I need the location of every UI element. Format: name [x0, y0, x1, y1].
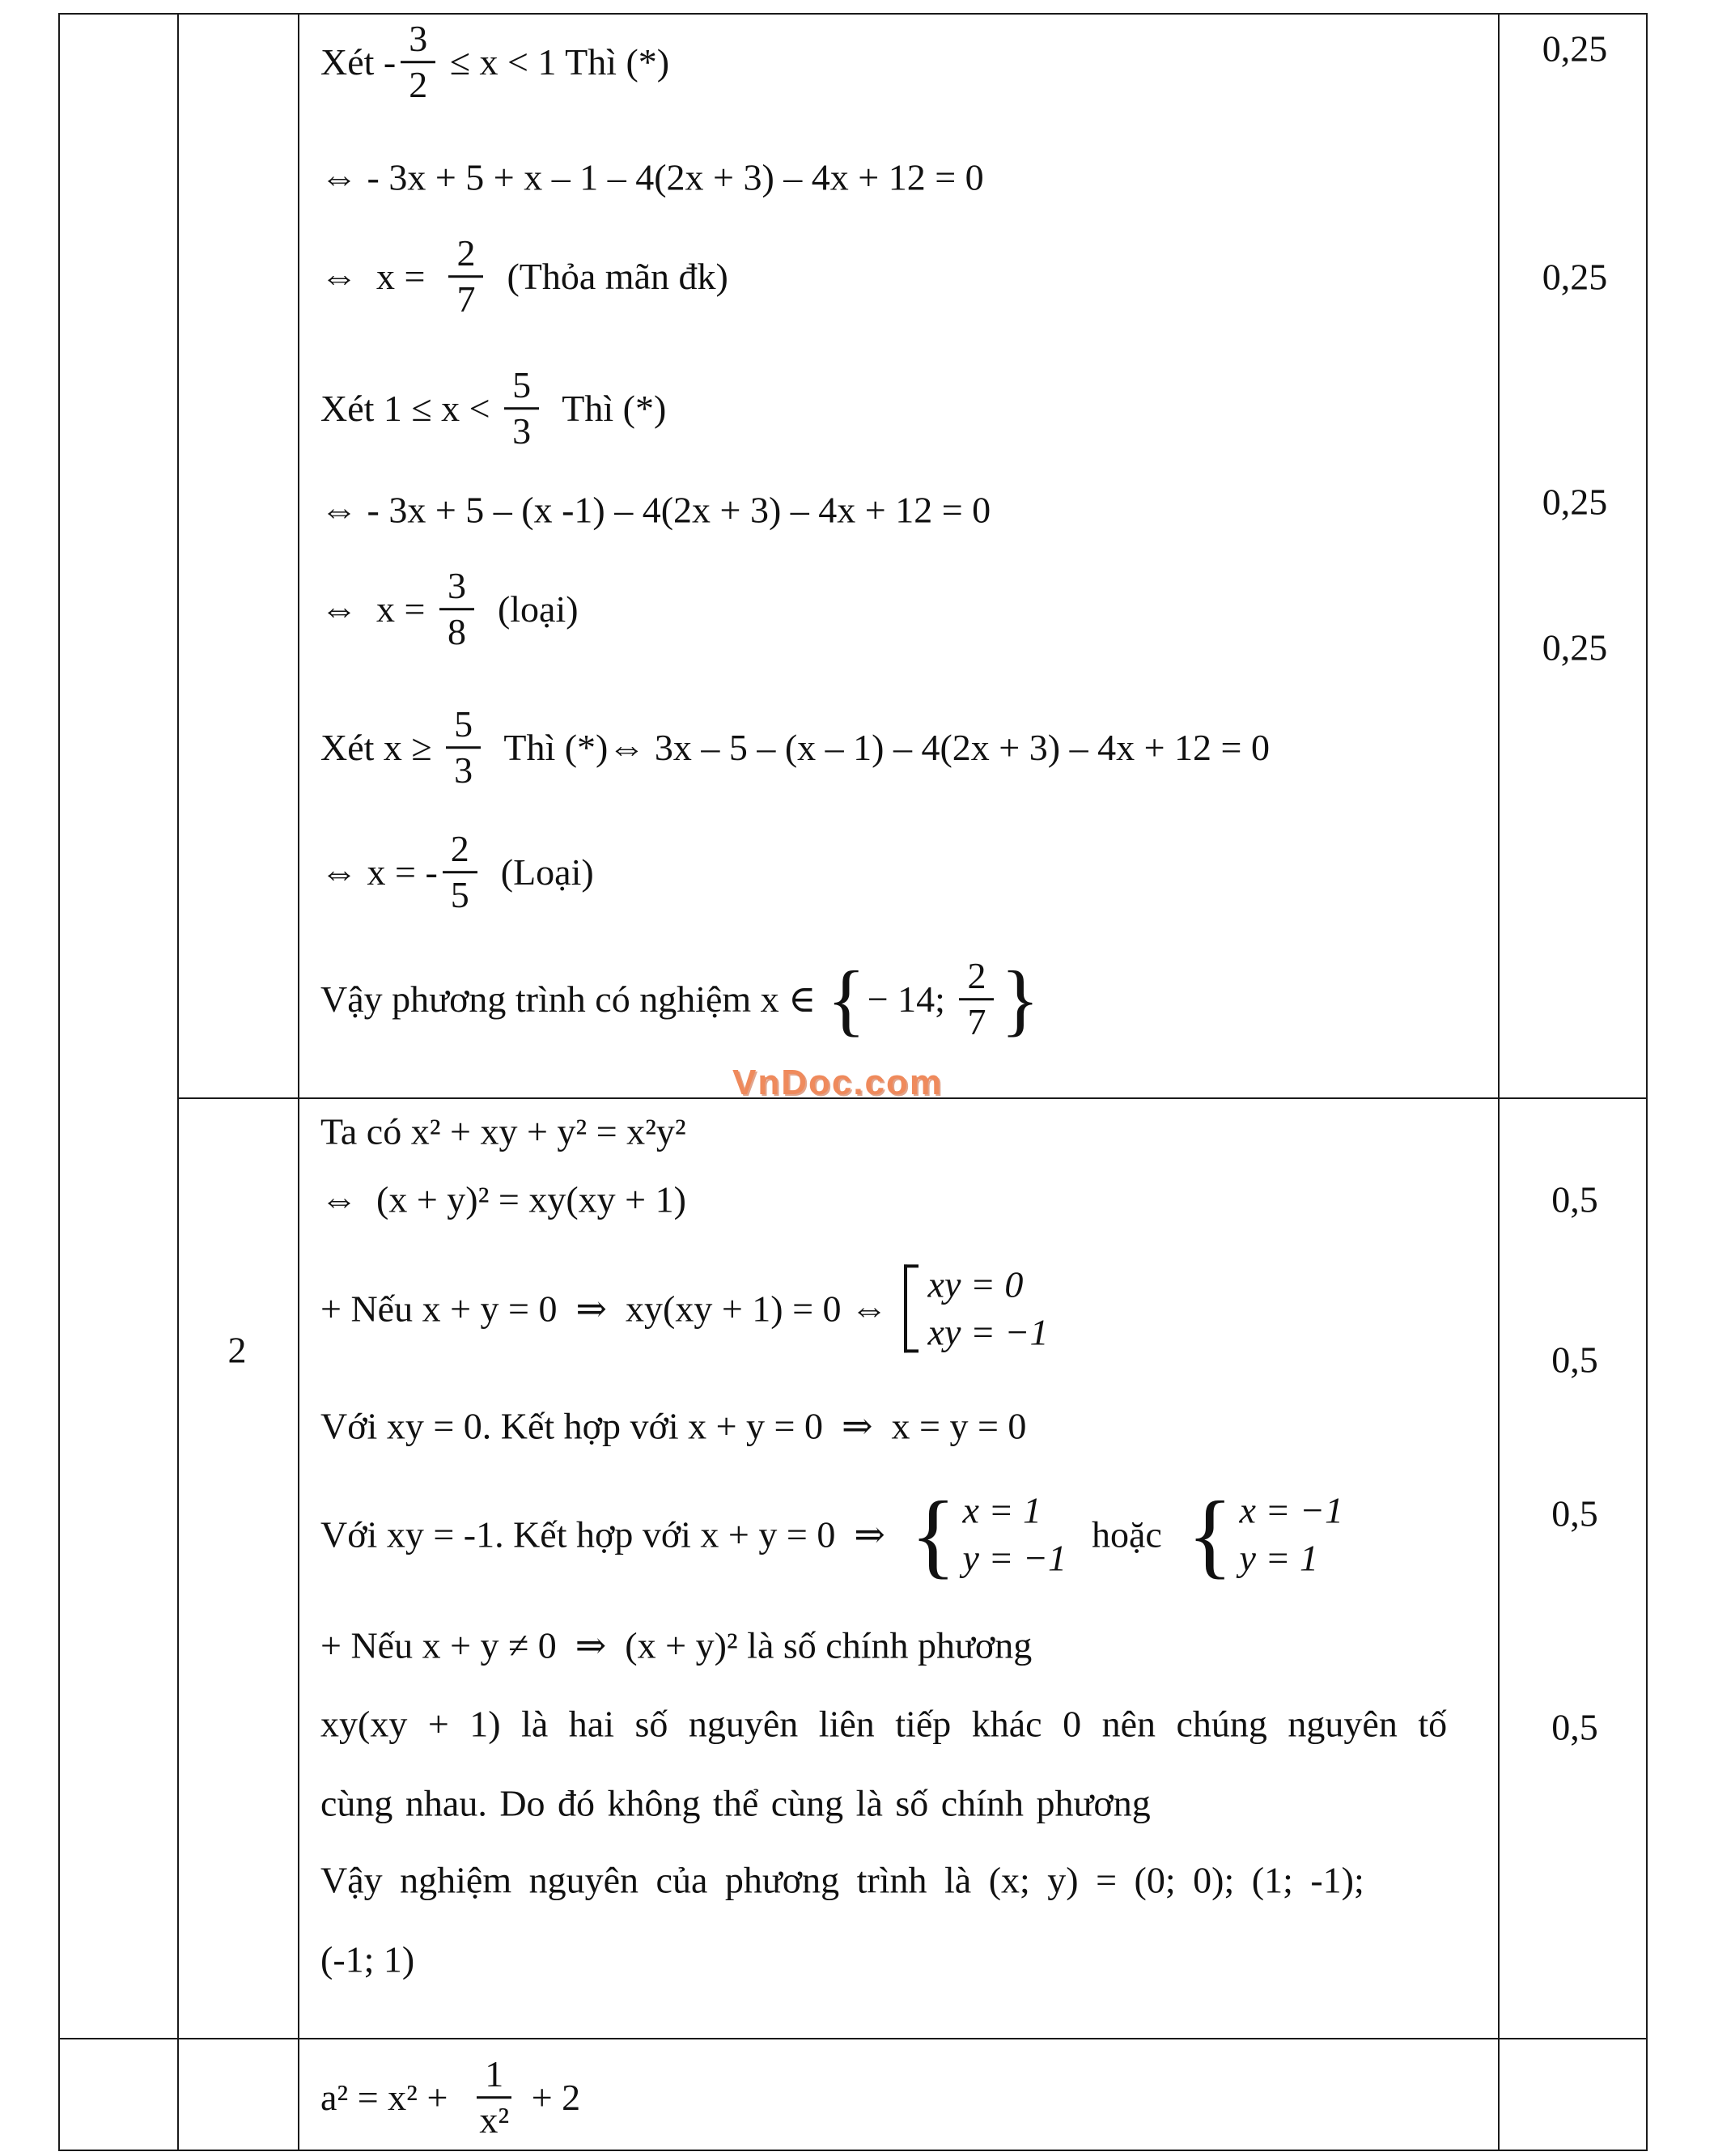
math-text: Xét x ≥: [320, 727, 442, 769]
table-border-bottom: [58, 2150, 1648, 2151]
score-value: 0,5: [1551, 1339, 1598, 1381]
fraction-numerator: 2: [959, 957, 994, 1000]
score-value: 0,5: [1551, 1706, 1598, 1748]
math-line: [320, 954, 1041, 1044]
fraction-denominator: 5: [450, 874, 469, 916]
math-text: Xét -: [320, 41, 397, 83]
brace-open-icon: {: [826, 954, 866, 1044]
math-line: [320, 19, 669, 105]
fraction-denominator: 2: [409, 64, 428, 106]
table-border-score: [1498, 13, 1500, 2151]
math-text: a² = x² +: [320, 2077, 467, 2119]
math-text: Xét 1 ≤ x <: [320, 388, 500, 430]
math-line: [320, 1480, 1350, 1587]
fraction: [448, 234, 483, 320]
table-row-divider-2: [58, 2038, 1648, 2039]
math-line: [320, 1177, 686, 1221]
math-text: Thì (*): [544, 388, 667, 430]
table-border-top: [58, 13, 1648, 15]
math-line: [320, 1623, 1032, 1667]
math-text: ⇔ (x + y)² = xy(xy + 1): [320, 1178, 686, 1220]
cases-rows: [928, 1264, 1049, 1352]
fraction-denominator: 7: [967, 1001, 986, 1043]
score-value: 0,5: [1551, 1178, 1598, 1220]
table-border-right: [1646, 13, 1648, 2151]
cases-rows: [963, 1490, 1067, 1578]
table-border-left: [58, 13, 60, 2151]
math-line: [320, 234, 728, 320]
math-text: − 14;: [867, 978, 955, 1021]
math-text: ⇔ x =: [320, 256, 444, 298]
math-line: [320, 1701, 1447, 1746]
set-group: [825, 954, 1042, 1044]
math-text: Thì (*)⇔ 3x – 5 – (x – 1) – 4(2x + 3) – 4x + 12 = 0: [486, 727, 1270, 769]
fraction-numerator: 5: [504, 366, 539, 410]
math-line: [320, 1857, 1364, 1902]
watermark: VnDoc.com: [732, 1063, 944, 1102]
fraction-denominator: 3: [454, 749, 473, 792]
math-text: (Thỏa mãn đk): [488, 256, 728, 298]
fraction-numerator: 3: [439, 567, 474, 610]
math-text: Vậy nghiệm nguyên của phương trình là (x; y) = (0; 0); (1; -1);: [320, 1859, 1364, 1901]
math-text: ⇔ - 3x + 5 + x – 1 – 4(2x + 3) – 4x + 12 = 0: [320, 156, 984, 198]
cases-row: xy = −1: [927, 1311, 1049, 1352]
fraction-denominator: 3: [512, 410, 532, 452]
math-line: [320, 705, 1270, 791]
cases-row: y = −1: [962, 1537, 1067, 1578]
cases-row: y = 1: [1239, 1537, 1318, 1578]
fraction-denominator: x²: [479, 2099, 510, 2141]
fraction: [446, 705, 481, 791]
score-value: 0,25: [1542, 256, 1608, 298]
curly-brace-icon: {: [910, 1480, 957, 1587]
table-border-col1: [177, 13, 179, 2151]
math-line: [320, 1403, 1026, 1448]
math-text: hoặc: [1073, 1513, 1181, 1555]
cases-rows: [1240, 1490, 1344, 1578]
math-text: (loại): [478, 588, 579, 630]
fraction-denominator: 7: [456, 278, 476, 320]
question-number: 2: [227, 1329, 247, 1371]
math-text: cùng nhau. Do đó không thể cùng là số chính phương: [320, 1782, 1151, 1824]
curly-brace-icon: {: [1186, 1480, 1233, 1587]
math-text: Vậy phương trình có nghiệm x ∈: [320, 978, 825, 1021]
cases-row: x = 1: [962, 1489, 1042, 1531]
cases-row: xy = 0: [927, 1263, 1024, 1305]
math-line: [320, 830, 594, 915]
fraction-numerator: 2: [443, 830, 477, 873]
math-text: ⇔ x =: [320, 588, 435, 630]
math-text: xy(xy + 1) là hai số nguyên liên tiếp khác 0 nên chúng nguyên tố: [320, 1703, 1448, 1745]
math-line: [320, 1264, 1054, 1352]
math-text: + Nếu x + y ≠ 0 ⇒ (x + y)² là số chính phương: [320, 1624, 1033, 1666]
math-text: ≤ x < 1 Thì (*): [440, 41, 670, 83]
math-line: [320, 1109, 686, 1153]
cases-group: [1186, 1480, 1343, 1587]
math-text: + 2: [522, 2077, 581, 2119]
math-text: ⇔ x = -: [320, 851, 438, 893]
fraction: [439, 567, 474, 652]
brace-close-icon: }: [1000, 954, 1040, 1044]
fraction-numerator: 1: [477, 2055, 511, 2099]
score-value: 0,5: [1551, 1492, 1598, 1534]
score-value: 0,25: [1542, 28, 1608, 70]
math-line: [320, 1780, 1151, 1825]
math-line: [320, 567, 579, 652]
math-line: [320, 366, 666, 452]
math-text: Với xy = 0. Kết hợp với x + y = 0 ⇒ x = y = 0: [320, 1405, 1027, 1447]
square-bracket-icon: [904, 1264, 919, 1352]
cases-group: [904, 1264, 1049, 1352]
math-line: [320, 155, 984, 199]
fraction-denominator: 8: [447, 611, 466, 653]
math-text: Ta có x² + xy + y² = x²y²: [320, 1110, 686, 1152]
math-line: [320, 2055, 580, 2141]
math-text: + Nếu x + y = 0 ⇒ xy(xy + 1) = 0 ⇔: [320, 1288, 897, 1330]
fraction: [504, 366, 539, 452]
cases-group: [910, 1480, 1067, 1587]
score-value: 0,25: [1542, 626, 1608, 668]
fraction: [401, 19, 435, 105]
math-text: ⇔ - 3x + 5 – (x -1) – 4(2x + 3) – 4x + 12 = 0: [320, 489, 991, 531]
table-border-col2: [298, 13, 299, 2151]
math-line: [320, 1937, 414, 1981]
math-text: (Loại): [482, 851, 594, 893]
fraction-numerator: 2: [448, 234, 483, 278]
cases-row: x = −1: [1239, 1489, 1343, 1531]
fraction: [959, 957, 994, 1042]
fraction-numerator: 5: [446, 705, 481, 749]
fraction: [443, 830, 477, 915]
score-value: 0,25: [1542, 481, 1608, 523]
math-text: Với xy = -1. Kết hợp với x + y = 0 ⇒: [320, 1513, 904, 1555]
fraction: [471, 2055, 517, 2141]
math-text: (-1; 1): [320, 1938, 415, 1980]
fraction-numerator: 3: [401, 19, 435, 63]
math-line: [320, 487, 991, 532]
